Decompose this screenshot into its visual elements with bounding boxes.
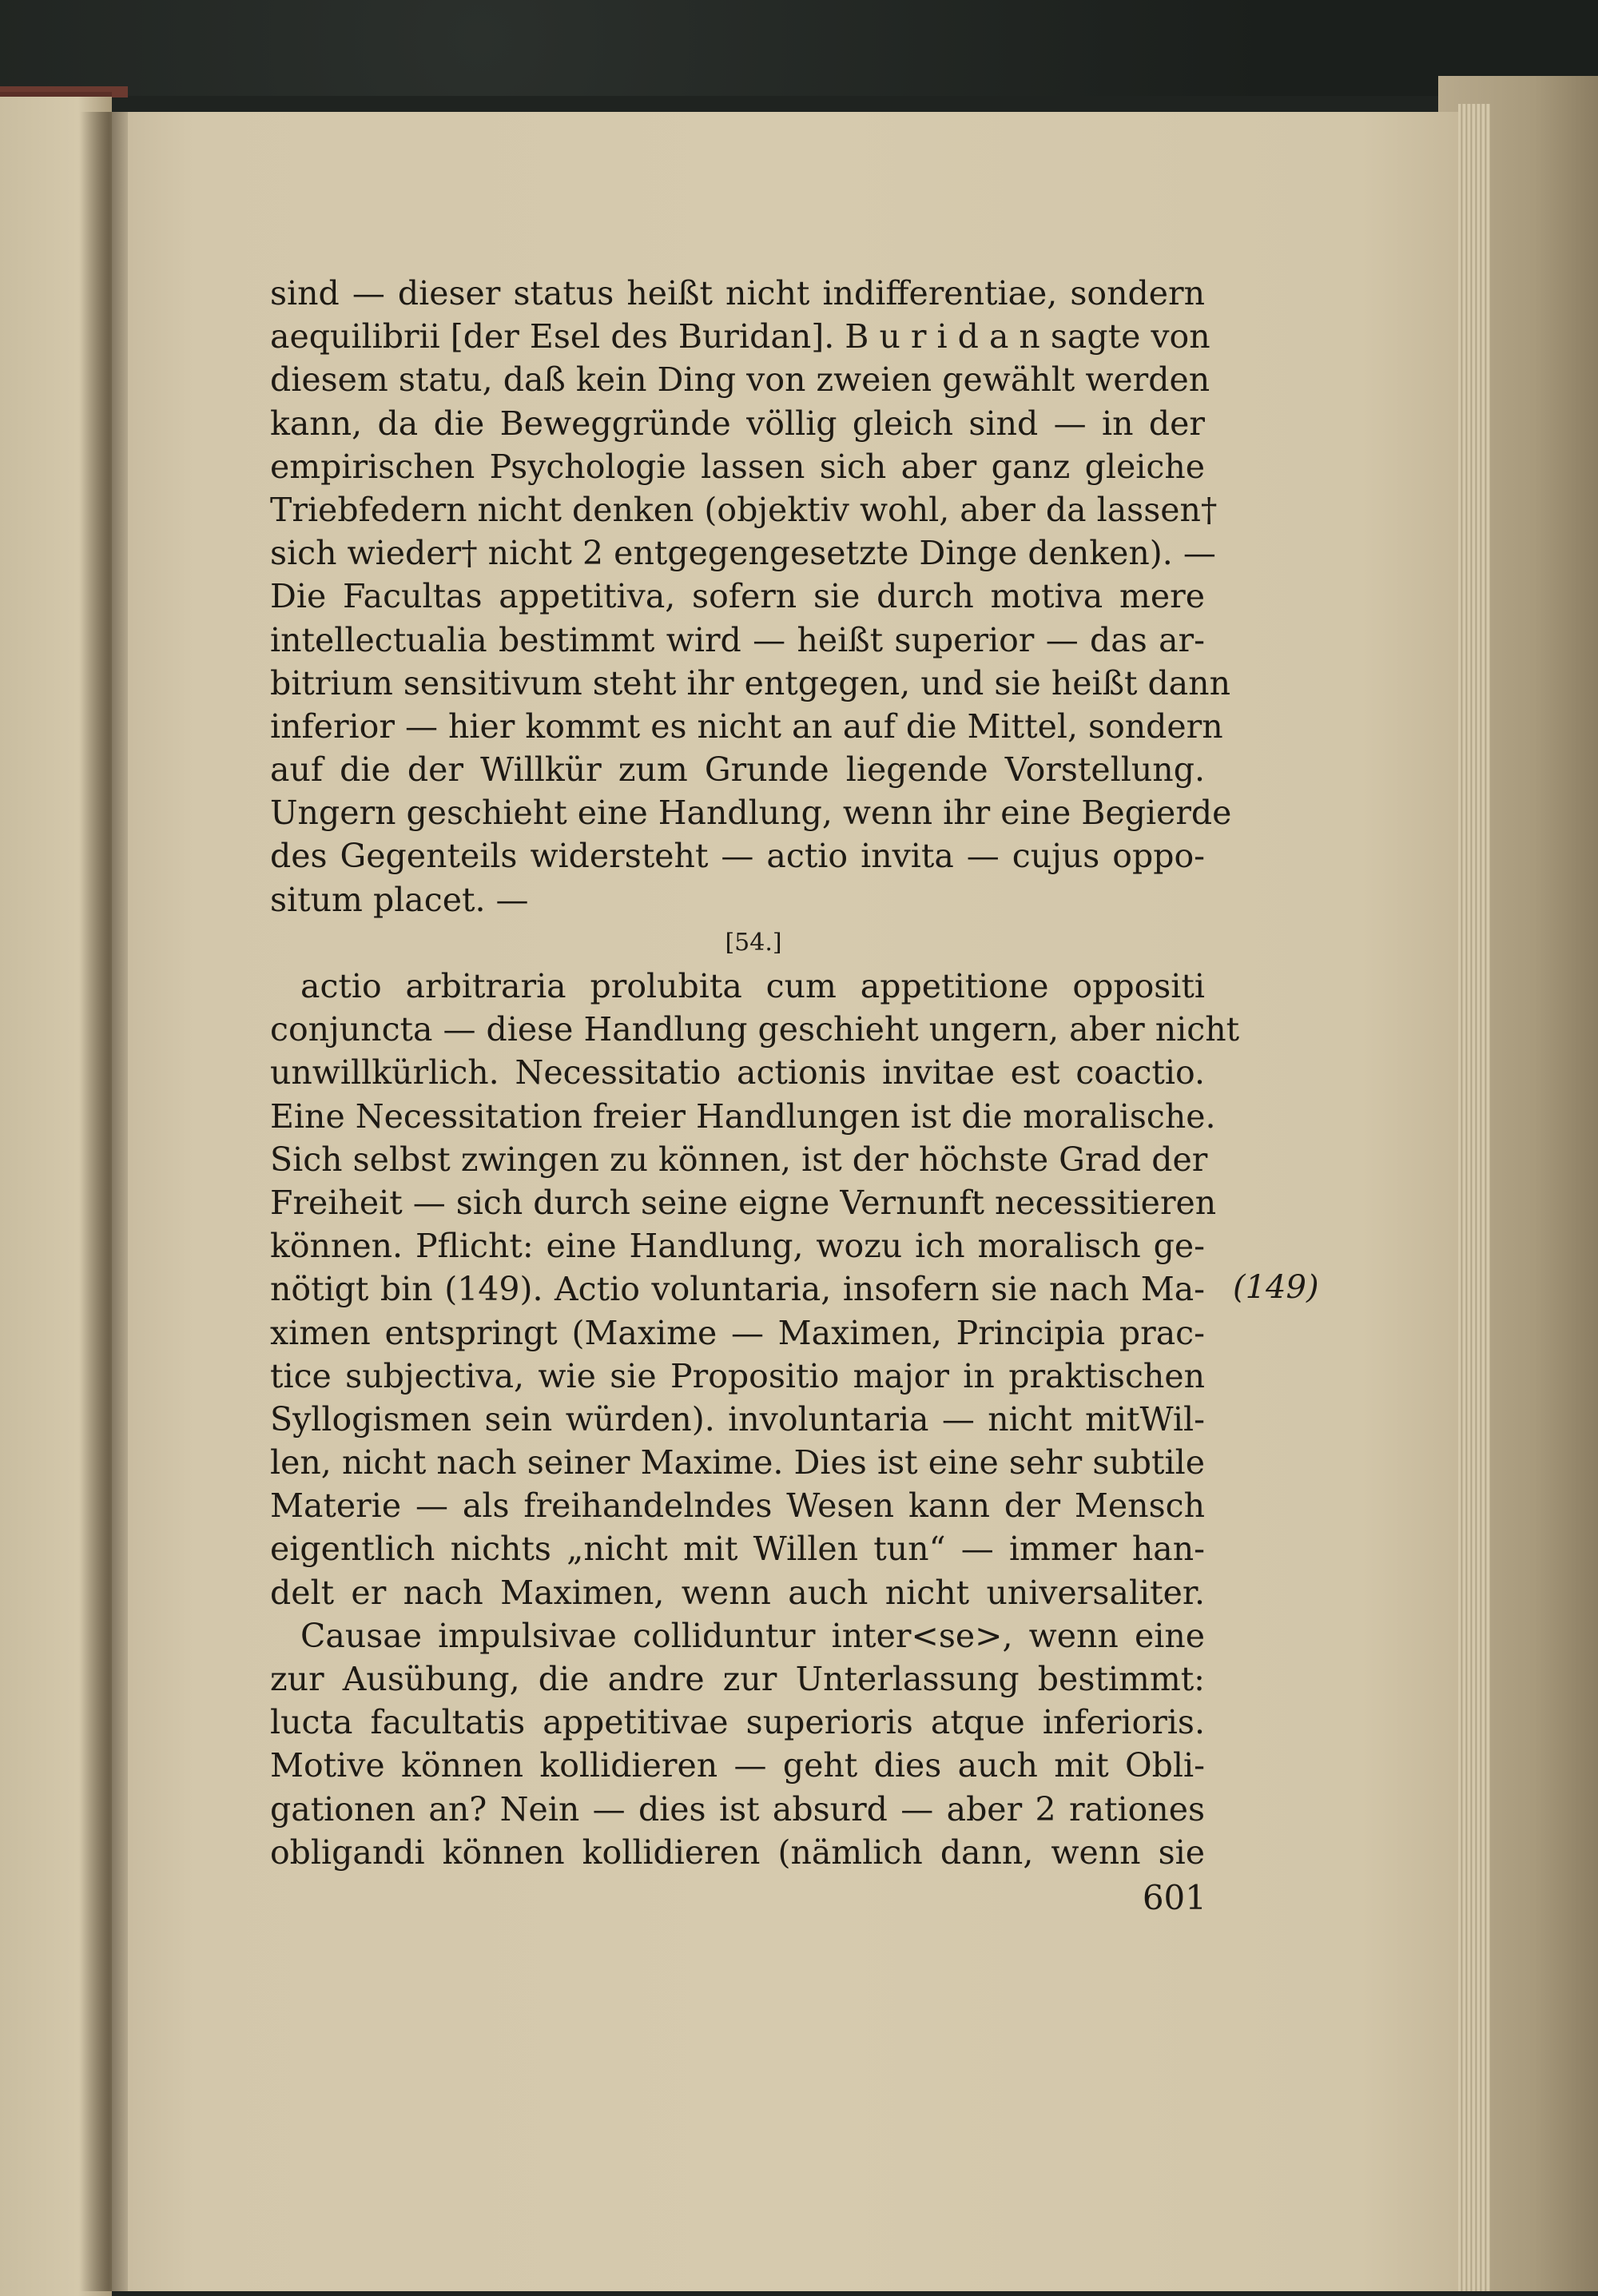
- text-line: intellectualia bestimmt wird — heißt superior — das ar-: [270, 620, 1205, 659]
- text-line: unwillkürlich. Necessitatio actionis invitae est coactio.: [270, 1053, 1205, 1092]
- page-number: 601: [1142, 1878, 1206, 1917]
- text-line: können. Pflicht: eine Handlung, wozu ich moralisch ge-: [270, 1227, 1205, 1266]
- text-line: conjuncta — diese Handlung geschieht ungern, aber nicht: [270, 1010, 1240, 1049]
- page-edges: [1458, 104, 1490, 2291]
- text-line: eigentlich nichts „nicht mit Willen tun“ — immer han-: [270, 1530, 1205, 1569]
- text-line: Causae impulsivae colliduntur inter<se>, wenn eine: [300, 1616, 1205, 1655]
- text-line: zur Ausübung, die andre zur Unterlassung bestimmt:: [270, 1660, 1205, 1698]
- text-line: inferior — hier kommt es nicht an auf die Mittel, sondern: [270, 706, 1223, 746]
- text-line: Syllogismen sein würden). involuntaria — nicht mitWil-: [270, 1399, 1205, 1438]
- text-line: Materie — als freihandelndes Wesen kann der Mensch: [270, 1486, 1205, 1526]
- text-line: Triebfedern nicht denken (objektiv wohl, aber da lassen†: [270, 490, 1218, 529]
- text-line: Die Facultas appetitiva, sofern sie durch motiva mere: [270, 577, 1205, 616]
- text-line: gationen an? Nein — dies ist absurd — aber 2 rationes: [270, 1789, 1205, 1828]
- text-line: delt er nach Maximen, wenn auch nicht universaliter.: [270, 1573, 1205, 1612]
- text-line: sich wieder† nicht 2 entgegengesetzte Dinge denken). —: [270, 534, 1216, 573]
- text-line: des Gegenteils widersteht — actio invita — cujus oppo-: [270, 837, 1205, 876]
- margin-page-reference: (149): [1233, 1269, 1319, 1306]
- text-line: Freiheit — sich durch seine eigne Vernunft necessitieren: [270, 1183, 1217, 1222]
- background-mat: [0, 0, 1598, 96]
- text-line: auf die der Willkür zum Grunde liegende Vorstellung.: [270, 750, 1205, 790]
- text-line: Sich selbst zwingen zu können, ist der höchste Grad der: [270, 1140, 1208, 1179]
- text-line: lucta facultatis appetitivae superioris atque inferioris.: [270, 1703, 1205, 1742]
- text-line: Ungern geschieht eine Handlung, wenn ihr eine Begierde: [270, 794, 1232, 833]
- text-line: situm placet. —: [270, 880, 529, 919]
- text-line: diesem statu, daß kein Ding von zweien gewählt werden: [270, 360, 1210, 400]
- spine-shadow: [80, 112, 128, 2291]
- text-line: actio arbitraria prolubita cum appetitione oppositi: [300, 967, 1205, 1005]
- text-line: Motive können kollidieren — geht dies auch mit Obli-: [270, 1746, 1205, 1785]
- text-line: obligandi können kollidieren (nämlich dann, wenn sie: [270, 1832, 1205, 1872]
- text-line: ximen entspringt (Maxime — Maximen, Principia prac-: [270, 1313, 1205, 1352]
- text-line: tice subjectiva, wie sie Propositio major in praktischen: [270, 1356, 1205, 1395]
- text-line: sind — dieser status heißt nicht indifferentiae, sondern: [270, 274, 1205, 312]
- text-line: empirischen Psychologie lassen sich aber ganz gleiche: [270, 447, 1205, 486]
- text-line: kann, da die Beweggründe völlig gleich sind — in der: [270, 404, 1205, 443]
- text-line: len, nicht nach seiner Maxime. Dies ist eine sehr subtile: [270, 1443, 1205, 1482]
- section-marker: [54.]: [725, 928, 782, 957]
- text-line: nötigt bin (149). Actio voluntaria, insofern sie nach Ma-: [270, 1270, 1205, 1309]
- body-text: [270, 272, 1240, 1874]
- text-line: Eine Necessitation freier Handlungen ist die moralische.: [270, 1096, 1216, 1136]
- text-line: aequilibrii [der Esel des Buridan]. B u r i d a n sagte von: [270, 317, 1210, 356]
- text-line: bitrium sensitivum steht ihr entgegen, und sie heißt dann: [270, 663, 1230, 702]
